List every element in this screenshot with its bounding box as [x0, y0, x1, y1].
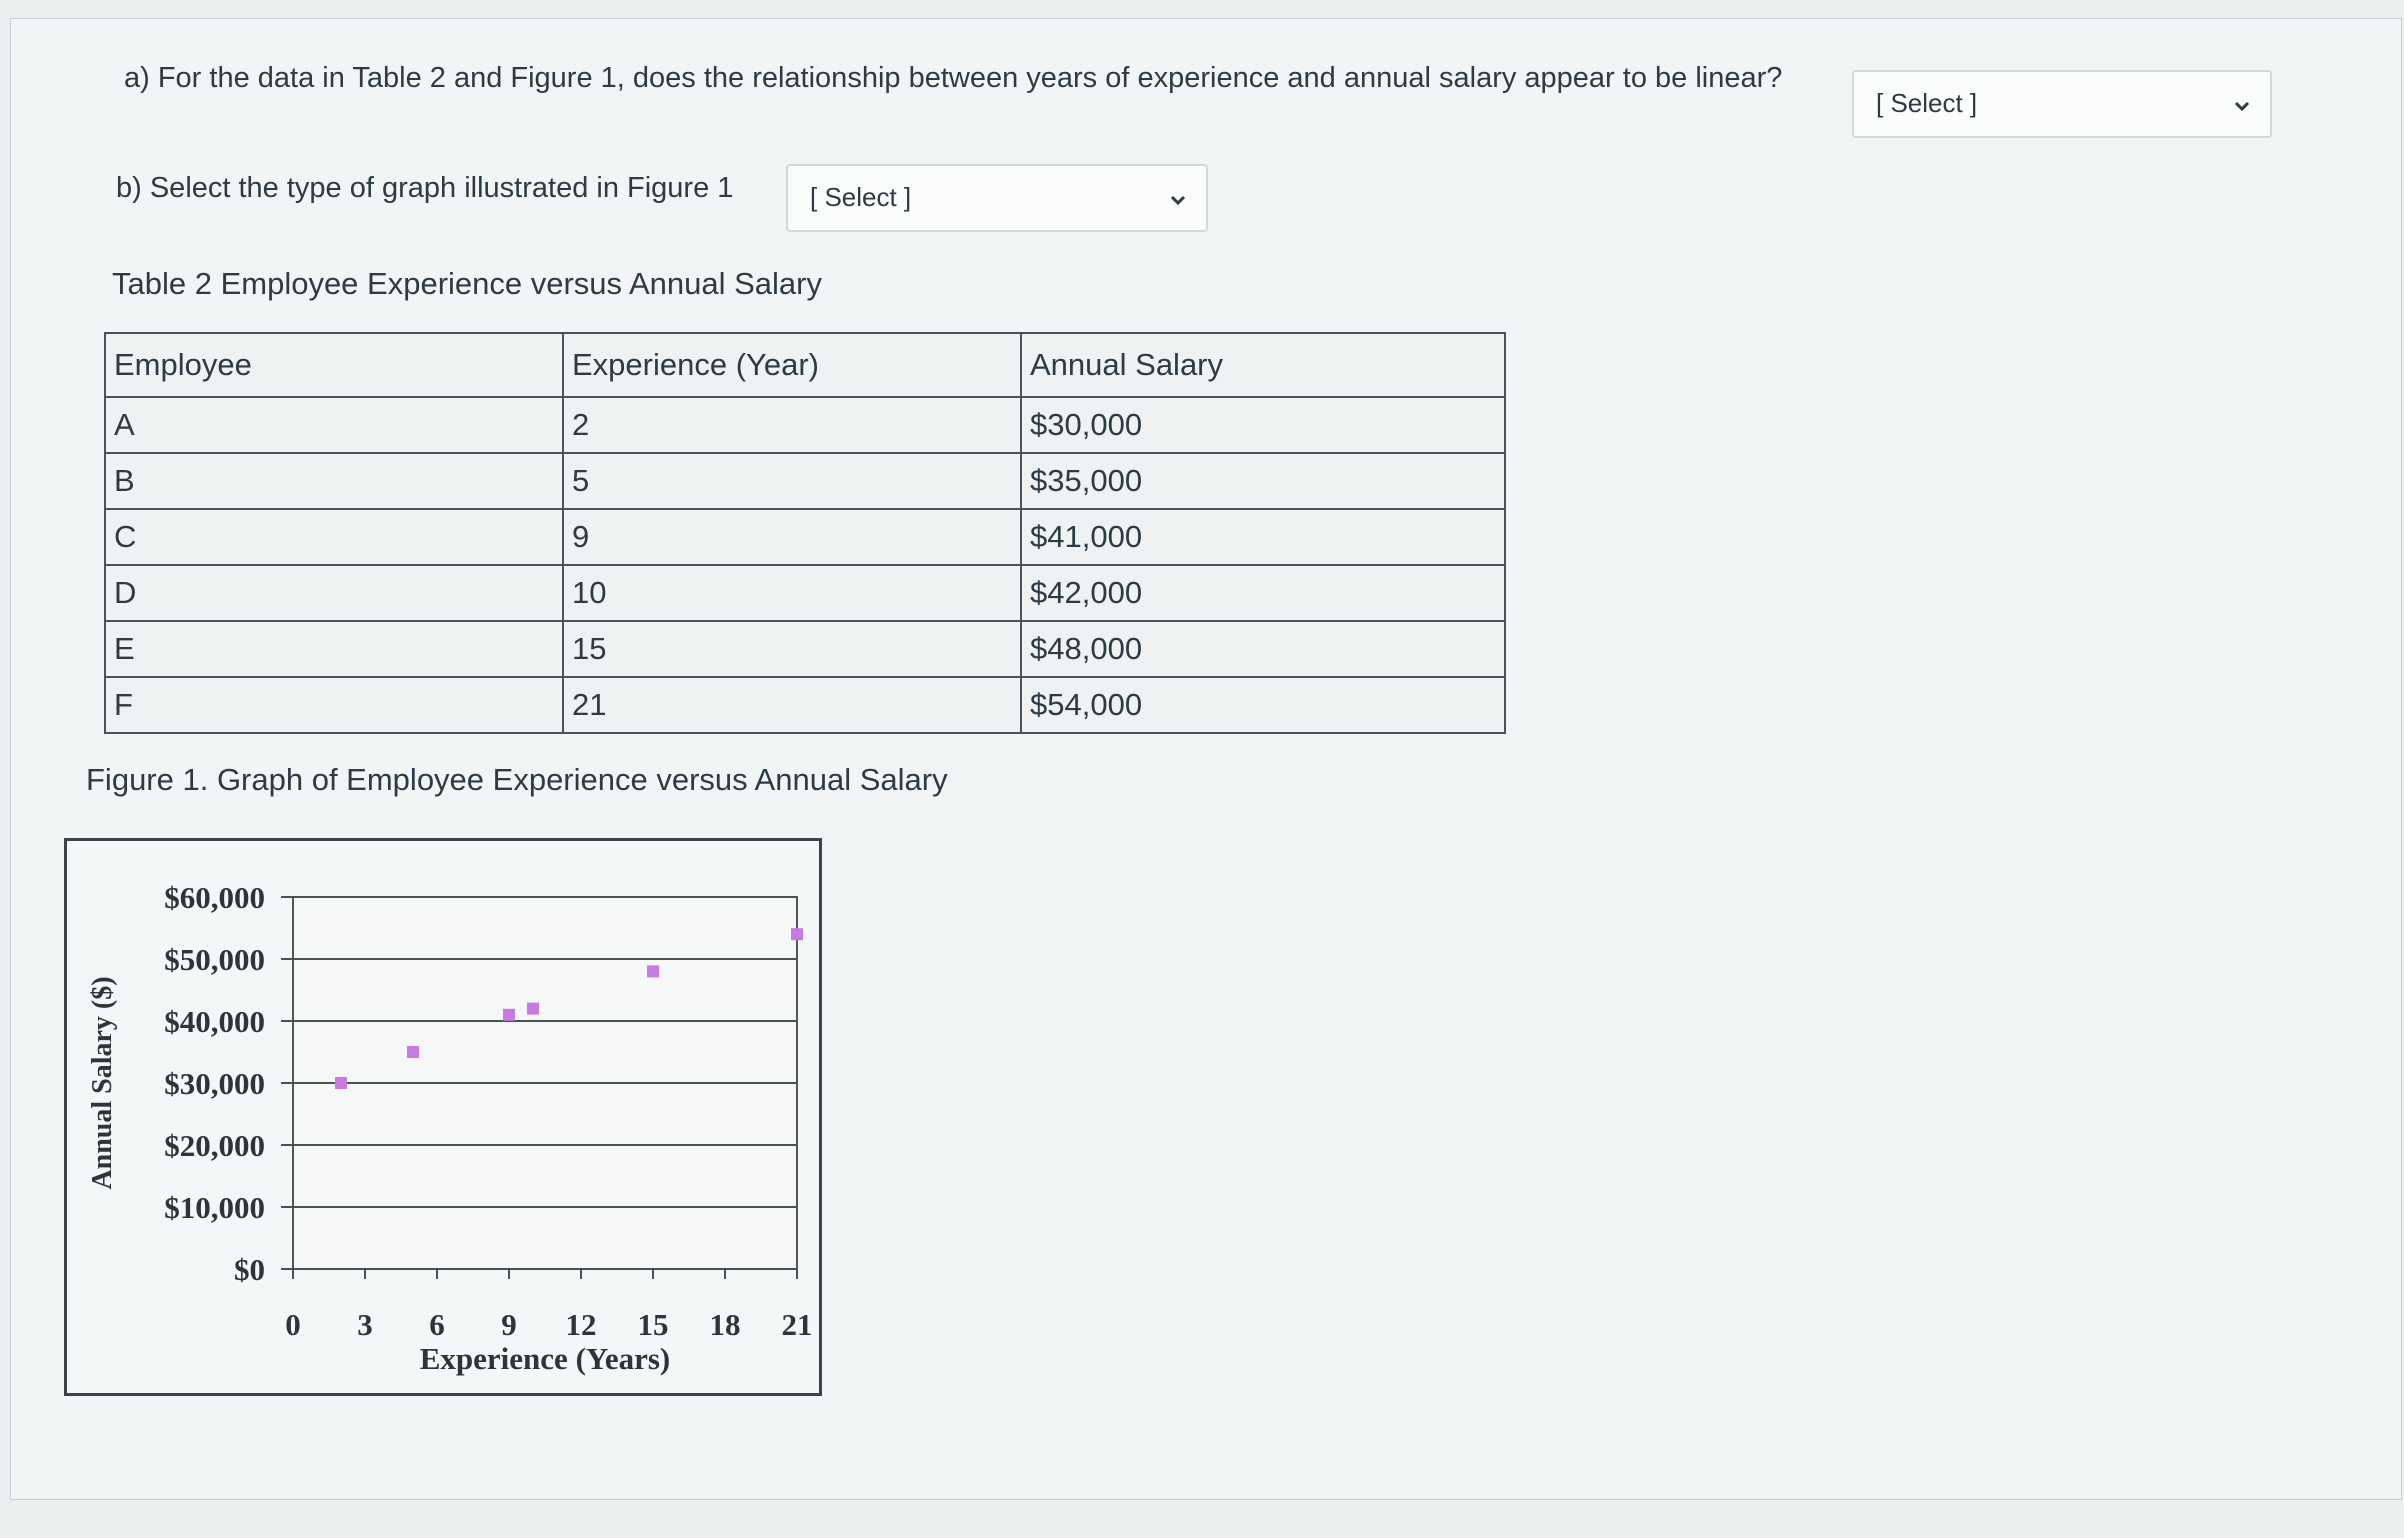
chevron-down-icon [1168, 190, 1188, 210]
y-tick-label: $20,000 [164, 1128, 265, 1163]
table-row [105, 565, 1505, 621]
table-cell: 5 [563, 453, 1021, 509]
table-header: Annual Salary [1021, 333, 1505, 397]
table-cell: $42,000 [1021, 565, 1505, 621]
question-b-select[interactable] [786, 164, 1208, 232]
table-caption: Table 2 Employee Experience versus Annual Salary [112, 266, 822, 301]
x-tick-label: 9 [501, 1307, 517, 1342]
y-tick-label: $60,000 [164, 880, 265, 915]
x-tick-label: 6 [429, 1307, 445, 1342]
table-header: Experience (Year) [563, 333, 1021, 397]
x-tick-label: 21 [781, 1307, 813, 1342]
x-axis-title: Experience (Years) [419, 1341, 671, 1376]
x-tick-label: 18 [709, 1307, 741, 1342]
table-cell: D [105, 565, 563, 621]
data-point [407, 1046, 419, 1058]
x-tick-label: 3 [357, 1307, 373, 1342]
y-tick-label: $40,000 [164, 1004, 265, 1039]
y-axis-title: Annual Salary ($) [87, 976, 118, 1190]
y-tick-label: $0 [234, 1252, 265, 1287]
table-row [105, 677, 1505, 733]
table-cell: 15 [563, 621, 1021, 677]
table-cell: $41,000 [1021, 509, 1505, 565]
figure-scatter-chart [64, 838, 822, 1396]
table-cell: $54,000 [1021, 677, 1505, 733]
table-cell: E [105, 621, 563, 677]
table-cell: 2 [563, 397, 1021, 453]
y-tick-label: $50,000 [164, 942, 265, 977]
table-cell: $30,000 [1021, 397, 1505, 453]
question-a-select-value: [ Select ] [1876, 88, 1978, 118]
data-point [527, 1003, 539, 1015]
table-row [105, 509, 1505, 565]
table-cell: F [105, 677, 563, 733]
question-b-text: b) Select the type of graph illustrated in Figure 1 [116, 172, 734, 204]
x-tick-label: 15 [637, 1307, 669, 1342]
scatter-chart-svg [67, 841, 825, 1399]
table-cell: 10 [563, 565, 1021, 621]
table-row [105, 397, 1505, 453]
table-cell: 21 [563, 677, 1021, 733]
table-header: Employee [105, 333, 563, 397]
table-header-row [105, 333, 1505, 397]
data-point [335, 1077, 347, 1089]
figure-caption: Figure 1. Graph of Employee Experience versus Annual Salary [86, 762, 948, 797]
data-point [647, 965, 659, 977]
table-row [105, 621, 1505, 677]
table-cell: 9 [563, 509, 1021, 565]
data-point [791, 928, 803, 940]
table-row [105, 453, 1505, 509]
table-cell: C [105, 509, 563, 565]
table-cell: $35,000 [1021, 453, 1505, 509]
y-tick-label: $30,000 [164, 1066, 265, 1101]
table-cell: $48,000 [1021, 621, 1505, 677]
x-tick-label: 0 [285, 1307, 301, 1342]
table-cell: B [105, 453, 563, 509]
y-tick-label: $10,000 [164, 1190, 265, 1225]
chevron-down-icon [2232, 96, 2252, 116]
question-b-select-value: [ Select ] [810, 182, 912, 212]
x-tick-label: 12 [565, 1307, 597, 1342]
table-cell: A [105, 397, 563, 453]
data-point [503, 1009, 515, 1021]
question-a-text: a) For the data in Table 2 and Figure 1, does the relationship between years of experience and annual salary appear to be linear? [124, 62, 1783, 94]
employee-table [104, 332, 1506, 734]
question-a-select[interactable] [1852, 70, 2272, 138]
